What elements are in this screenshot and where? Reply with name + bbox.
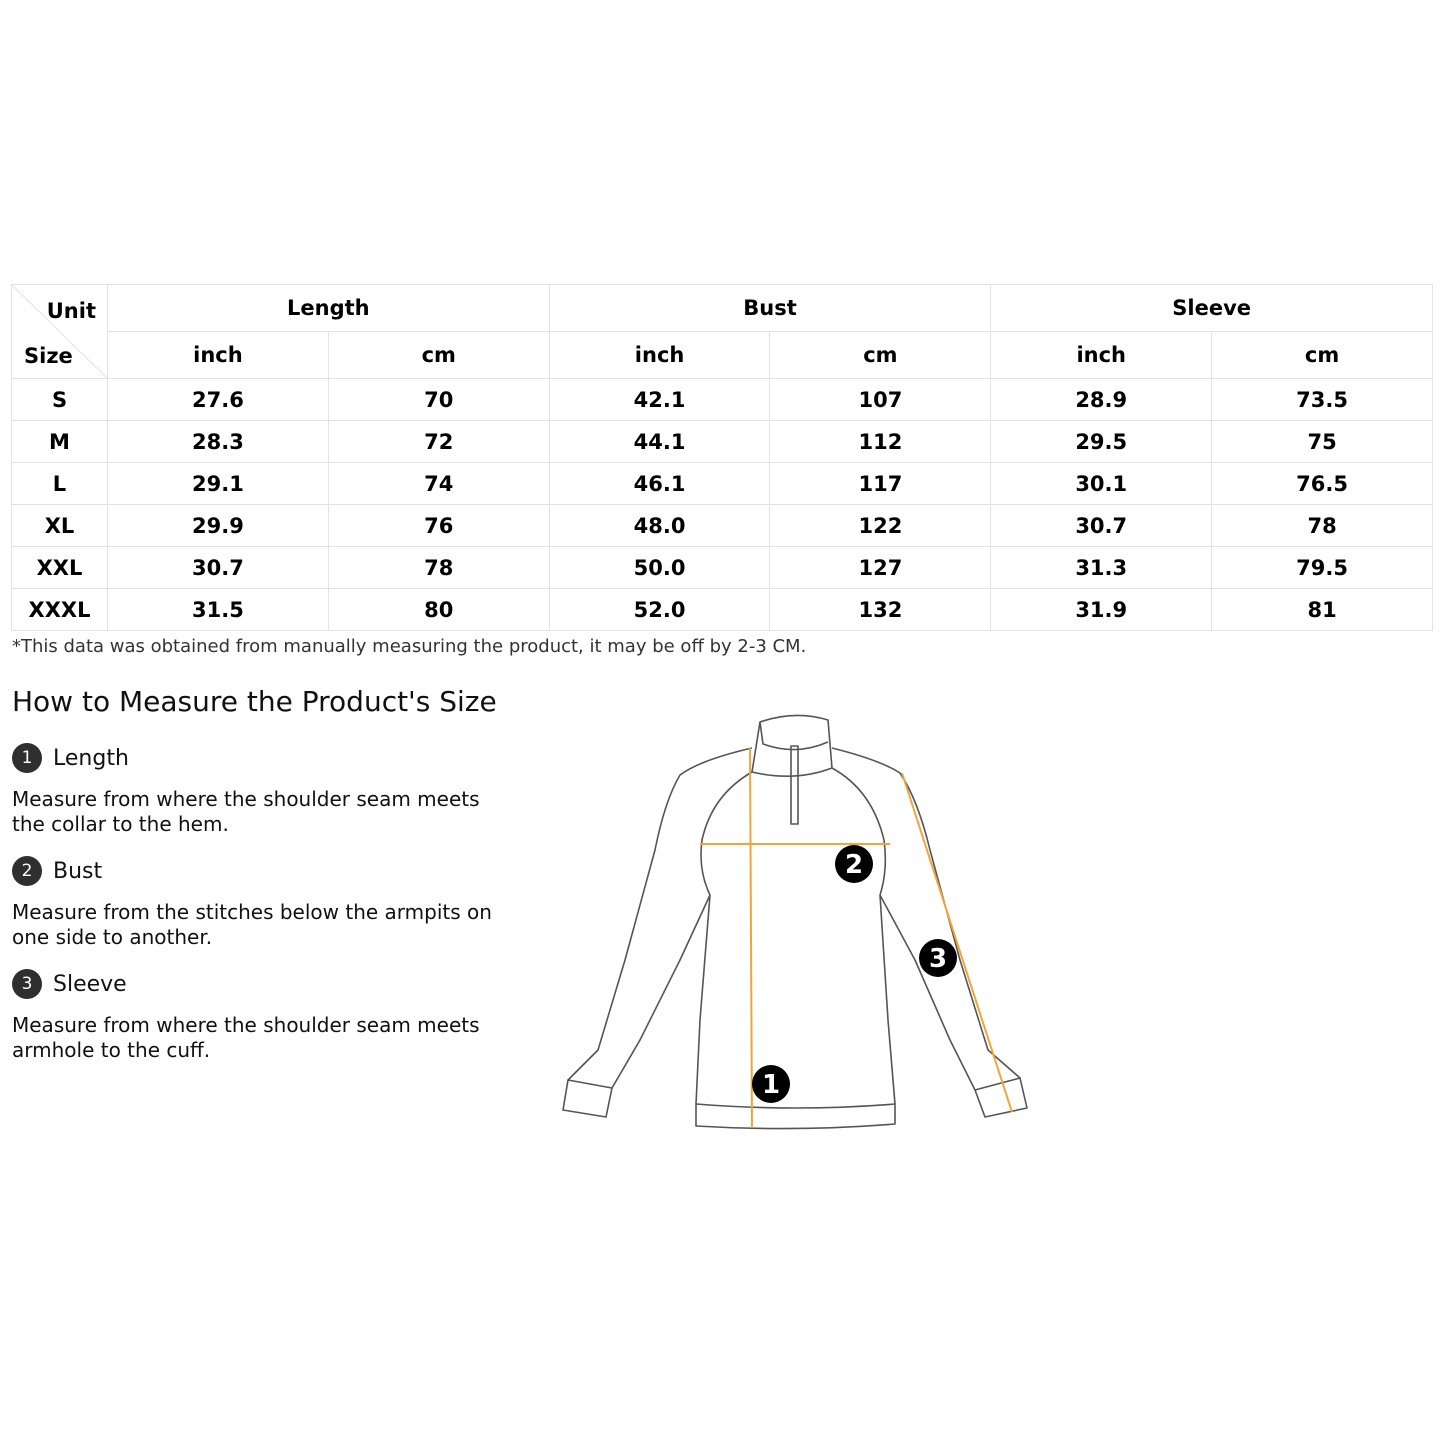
table-row <box>12 547 1433 589</box>
group-sleeve: Sleeve <box>991 285 1433 332</box>
size-cell: XXL <box>12 547 108 589</box>
table-row <box>12 379 1433 421</box>
table-cell: 79.5 <box>1212 547 1433 589</box>
table-cell: 107 <box>770 379 991 421</box>
length-line <box>750 748 752 1128</box>
measurement-note: *This data was obtained from manually measuring the product, it may be off by 2-3 CM. <box>12 636 807 657</box>
table-row <box>12 421 1433 463</box>
table-cell: 132 <box>770 589 991 631</box>
unit-header: inch <box>549 332 770 379</box>
table-cell: 42.1 <box>549 379 770 421</box>
table-cell: 112 <box>770 421 991 463</box>
sleeve-line <box>902 773 1012 1112</box>
table-cell: 50.0 <box>549 547 770 589</box>
step-length-header <box>12 743 129 773</box>
table-cell: 29.1 <box>108 463 329 505</box>
table-cell: 117 <box>770 463 991 505</box>
marker-1-label: 1 <box>761 1070 781 1100</box>
table-cell: 76 <box>328 505 549 547</box>
table-row <box>12 505 1433 547</box>
step-title: Bust <box>53 858 103 884</box>
size-cell: XXXL <box>12 589 108 631</box>
step-description: Measure from where the shoulder seam meets armhole to the cuff. <box>12 1013 480 1062</box>
table-cell: 30.7 <box>108 547 329 589</box>
table-cell: 75 <box>1212 421 1433 463</box>
unit-header: cm <box>1212 332 1433 379</box>
corner-size-label: Size <box>24 344 73 368</box>
step-bust-header <box>12 856 102 886</box>
table-cell: 52.0 <box>549 589 770 631</box>
table-group-header <box>12 285 1433 332</box>
table-cell: 122 <box>770 505 991 547</box>
table-row <box>12 589 1433 631</box>
marker-3-label: 3 <box>928 944 948 974</box>
table-cell: 127 <box>770 547 991 589</box>
table-corner-cell <box>12 285 108 379</box>
table-cell: 30.1 <box>991 463 1212 505</box>
table-cell: 78 <box>328 547 549 589</box>
unit-header: inch <box>991 332 1212 379</box>
step-number-badge: 2 <box>12 856 42 886</box>
step-number-badge: 3 <box>12 969 42 999</box>
table-cell: 31.3 <box>991 547 1212 589</box>
table-cell: 27.6 <box>108 379 329 421</box>
table-cell: 30.7 <box>991 505 1212 547</box>
size-cell: S <box>12 379 108 421</box>
table-cell: 74 <box>328 463 549 505</box>
size-cell: L <box>12 463 108 505</box>
table-cell: 28.3 <box>108 421 329 463</box>
step-title: Length <box>53 745 129 771</box>
table-cell: 76.5 <box>1212 463 1433 505</box>
garment-diagram <box>555 705 1035 1140</box>
table-cell: 44.1 <box>549 421 770 463</box>
step-number-badge: 1 <box>12 743 42 773</box>
table-unit-header <box>12 332 1433 379</box>
size-cell: M <box>12 421 108 463</box>
size-cell: XL <box>12 505 108 547</box>
group-bust: Bust <box>549 285 991 332</box>
table-cell: 80 <box>328 589 549 631</box>
table-cell: 48.0 <box>549 505 770 547</box>
table-cell: 28.9 <box>991 379 1212 421</box>
step-description: Measure from where the shoulder seam meets the collar to the hem. <box>12 787 480 836</box>
table-cell: 29.9 <box>108 505 329 547</box>
table-cell: 72 <box>328 421 549 463</box>
step-title: Sleeve <box>53 971 127 997</box>
table-cell: 70 <box>328 379 549 421</box>
how-to-title: How to Measure the Product's Size <box>12 685 497 718</box>
unit-header: cm <box>328 332 549 379</box>
step-sleeve-header <box>12 969 127 999</box>
table-cell: 78 <box>1212 505 1433 547</box>
table-cell: 73.5 <box>1212 379 1433 421</box>
table-cell: 31.9 <box>991 589 1212 631</box>
group-length: Length <box>108 285 550 332</box>
corner-unit-label: Unit <box>46 299 96 323</box>
measurement-markers <box>752 845 957 1103</box>
table-cell: 46.1 <box>549 463 770 505</box>
unit-header: inch <box>108 332 329 379</box>
step-description: Measure from the stitches below the armpits on one side to another. <box>12 900 492 949</box>
sweater-outline <box>563 715 1027 1128</box>
marker-2-label: 2 <box>844 850 864 880</box>
table-row <box>12 463 1433 505</box>
unit-header: cm <box>770 332 991 379</box>
table-cell: 31.5 <box>108 589 329 631</box>
table-cell: 81 <box>1212 589 1433 631</box>
table-cell: 29.5 <box>991 421 1212 463</box>
size-table <box>11 284 1433 631</box>
